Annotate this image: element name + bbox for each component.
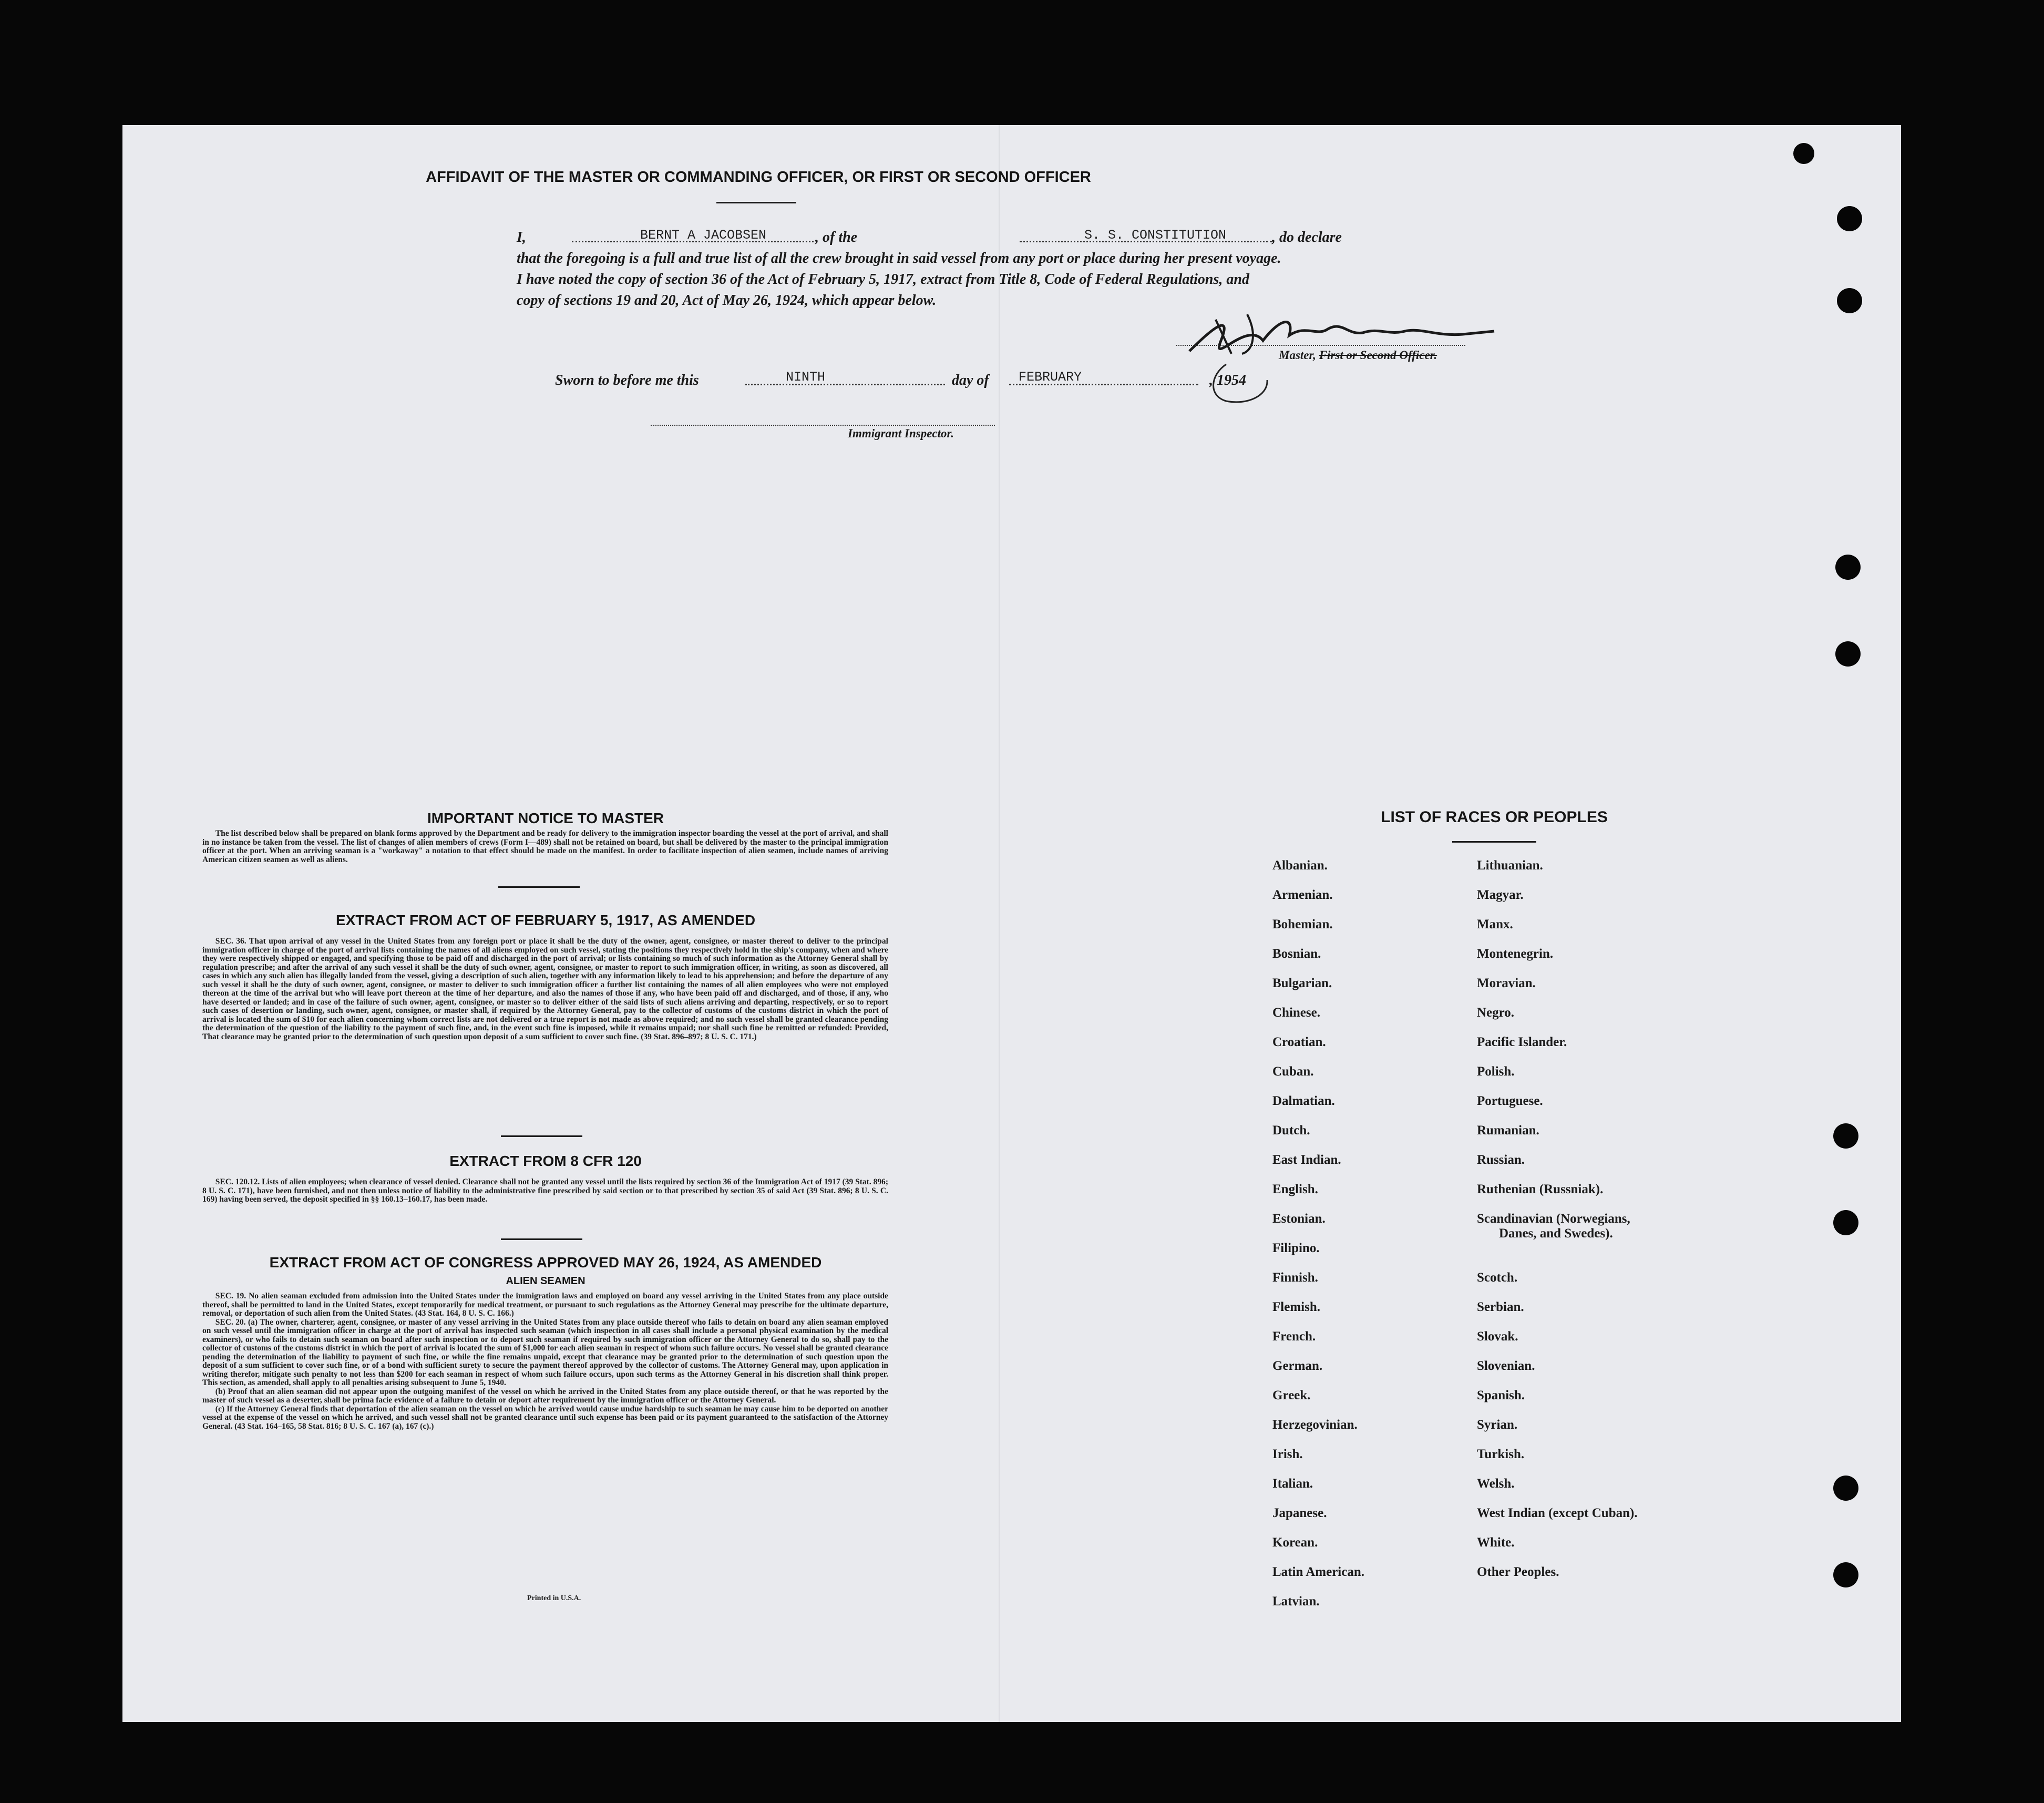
race-right-item: Danes, and Swedes). [1499,1226,1613,1241]
affidavit-line-4: copy of sections 19 and 20, Act of May 26, 1924, which appear below. [517,292,937,309]
race-right-item: Scotch. [1477,1271,1518,1285]
master-label: Master, [1279,349,1316,362]
race-left-item: Bulgarian. [1272,976,1332,990]
binding-hole [1793,143,1814,164]
binding-hole [1833,1210,1858,1235]
section-19-paragraph: SEC. 19. No alien seaman excluded from admission into the United States under the immigration laws and employed on board any vessel arriving in the United States from any place outside thereof, shall be permitted to land in the United States, except temporarily for medical treatment, or pursuant to such regulations as the Attorney General may prescribe for the ultimate departure, removal, or deportation of such alien from the United States. (43 Stat. 164, 8 U. S. C. 166.) [202,1292,888,1318]
race-left-item: Irish. [1272,1447,1303,1461]
race-right-item: Serbian. [1477,1300,1524,1314]
race-left-item: French. [1272,1329,1316,1344]
section-120-12-paragraph: SEC. 120.12. Lists of alien employees; when clearance of vessel denied. Clearance shall not be granted any vessel until the lists required by section 36 of the Immigration Act of 1917 (39 Stat. 896; 8 U. S. C. 171), have been furnished, and not then unless notice of liability to the administrative fine prescribed by said section or to that prescribed by section 35 of said Act (39 Stat. 896; 8 U. S. C. 169) having been served, the deposit specified in §§ 160.13–160.17, has been made. [202,1177,888,1204]
affidavit-i-label: I, [517,229,526,245]
struck-officer-label: First or Second Officer. [1319,349,1437,362]
race-left-item: Flemish. [1272,1300,1320,1314]
race-right-item: Rumanian. [1477,1123,1539,1138]
race-right-item: Polish. [1477,1064,1515,1079]
race-right-item: Scandinavian (Norwegians, [1477,1212,1630,1226]
race-right-item: Magyar. [1477,888,1524,902]
year-digit: 4 [1239,372,1246,388]
race-right-item: Russian. [1477,1153,1525,1167]
extract-cfr-rule [501,1238,582,1240]
binding-hole [1837,288,1862,313]
race-left-item: Dalmatian. [1272,1094,1335,1108]
binding-hole [1833,1476,1858,1501]
race-left-item: Japanese. [1272,1506,1327,1520]
race-right-item: Turkish. [1477,1447,1525,1461]
race-right-item: Manx. [1477,917,1513,931]
race-left-item: Chinese. [1272,1006,1320,1020]
notice-rule [498,886,580,888]
binding-hole [1835,555,1861,580]
race-right-item: Slovak. [1477,1329,1518,1344]
notice-title: IMPORTANT NOTICE TO MASTER [427,810,664,826]
race-left-item: Latvian. [1272,1594,1320,1609]
page-fold [999,125,1000,1722]
notice-paragraph: The list described below shall be prepared on blank forms approved by the Department and be ready for delivery to the immigration inspector boarding the vessel at the port of arrival, and shall in no instance be taken from the vessel. The list of changes of alien members of crews (Form I—489) shall not be retained on board, but shall be delivered by the master to the principal immigration officer at the port. When an arriving seaman is a "workaway" a notation to that effect should be made on the manifest. In order to facilitate inspection of alien seamen, include names of arriving American citizen seamen as well as aliens. [202,829,888,864]
extract-cfr-text [202,1178,888,1204]
notice-text [202,829,888,864]
day-of-label: day of [952,372,989,388]
race-right-item: Syrian. [1477,1418,1518,1432]
race-right-item: Moravian. [1477,976,1536,990]
section-20c-paragraph: (c) If the Attorney General finds that deportation of the alien seaman on the vessel on which he arrived would cause undue hardship to such seaman he may cause him to be deported on another vessel at the expense of the vessel on which he arrived, and such vessel shall not be granted clearance until such expense has been paid or its payment guaranteed to the satisfaction of the Attorney General. (43 Stat. 164–165, 58 Stat. 816; 8 U. S. C. 167 (a), 167 (c).) [202,1404,888,1431]
race-left-item: Filipino. [1272,1241,1320,1255]
section-20b-paragraph: (b) Proof that an alien seaman did not appear upon the outgoing manifest of the vessel on which he arrived in the United States from any place outside thereof, or that he was reported by the master of such vessel as a deserter, shall be prima facie evidence of a failure to detain or deport after requirement by the immigration officer or the Attorney General. [202,1387,888,1405]
affidavit-line-2: that the foregoing is a full and true list of all the crew brought in said vessel from any port or place during her present voyage. [517,250,1281,267]
of-the-label: , of the [815,229,858,245]
binding-hole [1833,1123,1858,1149]
race-right-item: Welsh. [1477,1477,1515,1491]
binding-hole [1837,206,1862,231]
master-name: BERNT A JACOBSEN [640,228,767,243]
sworn-month: FEBRUARY [1019,370,1082,385]
year-prefix: , 195 [1209,372,1239,388]
race-right-item: Montenegrin. [1477,947,1554,961]
extract-1917-text [202,937,888,1041]
race-right-item: Lithuanian. [1477,858,1543,873]
race-left-item: German. [1272,1359,1323,1373]
race-left-item: Herzegovinian. [1272,1418,1358,1432]
sworn-day: NINTH [786,370,826,385]
day-dotted-line [745,384,945,385]
extract-1917-rule [501,1135,582,1137]
alien-seamen-subtitle: ALIEN SEAMEN [506,1275,586,1287]
race-right-item: Portuguese. [1477,1094,1543,1108]
race-right-item: White. [1477,1535,1515,1550]
race-left-item: Greek. [1272,1388,1311,1402]
inspector-label: Immigrant Inspector. [848,427,954,440]
race-right-item: Other Peoples. [1477,1565,1559,1579]
race-left-item: Finnish. [1272,1271,1318,1285]
title-rule [716,202,796,203]
extract-1924-title: EXTRACT FROM ACT OF CONGRESS APPROVED MAY 26, 1924, AS AMENDED [269,1254,822,1271]
race-left-item: Italian. [1272,1477,1313,1491]
race-right-item: Ruthenian (Russniak). [1477,1182,1604,1196]
race-left-item: Bosnian. [1272,947,1321,961]
extract-1924-text [202,1292,888,1431]
race-right-item: Slovenian. [1477,1359,1535,1373]
race-left-item: Albanian. [1272,858,1328,873]
signature-dotted-line [1176,345,1465,346]
inspector-dotted-line [651,425,995,426]
affidavit-title: AFFIDAVIT OF THE MASTER OR COMMANDING OFFICER, OR FIRST OR SECOND OFFICER [426,169,1091,186]
sworn-label: Sworn to before me this [555,372,699,388]
race-left-item: Dutch. [1272,1123,1310,1138]
races-title: LIST OF RACES OR PEOPLES [1381,808,1608,826]
year-circle-mark [1205,359,1284,406]
race-left-item: East Indian. [1272,1153,1341,1167]
extract-cfr-title: EXTRACT FROM 8 CFR 120 [449,1153,642,1169]
race-left-item: Croatian. [1272,1035,1326,1049]
extract-1917-title: EXTRACT FROM ACT OF FEBRUARY 5, 1917, AS AMENDED [335,912,756,928]
binding-hole [1835,641,1861,667]
affidavit-line-3: I have noted the copy of section 36 of the Act of February 5, 1917, extract from Title 8, Code of Federal Regulations, and [517,271,1249,288]
section-20a-paragraph: SEC. 20. (a) The owner, charterer, agent, consignee, or master of any vessel arriving in the United States from any place outside thereof who fails to detain on board any alien seaman employed on such vessel until the immigration officer in charge at the port of arrival has inspected such seaman (which inspection in all cases shall include a personal physical examination by the medical examiners), or who fails to detain such seaman on board after such inspection or to deport such seaman if required by such immigration officer or the Attorney General to do so, shall pay to the collector of customs of the customs district in which the port of arrival is located the sum of $1,000 for each alien seaman in respect of whom such failure occurs. No vessel shall be granted clearance pending the determination of the liability to payment of such fine, or while the fine remains unpaid, except that clearance may be granted prior to the determination of such question upon the deposit of a sum sufficient to cover such fine, or of a bond with sufficient surety to secure the payment thereof approved by the collector of customs. The Attorney General may, upon application in writing therefor, mitigate such penalty to not less than $200 for each seaman in respect of whom such failure occurs, upon such terms as the Attorney General in his discretion shall think proper. This section, as amended, shall apply to all penalties arising subsequent to June 5, 1940. [202,1317,888,1387]
section-36-paragraph: SEC. 36. That upon arrival of any vessel in the United States from any foreign port or place it shall be the duty of the owner, agent, consignee, or master thereof to deliver to the principal immigration officer in charge of the port of arrival lists containing the names of all aliens employed on such vessel, stating the positions they respectively hold in the ship's company, when and where they were respectively shipped or engaged, and specifying those to be paid off and discharged in the port of arrival; or lists containing so much of such information as the Attorney General shall by regulation prescribe; and after the arrival of any such vessel it shall be the duty of such owner, agent, consignee, or master to report to such immigration officer, in writing, as soon as discovered, all cases in which any such alien has illegally landed from the vessel, giving a description of such alien, together with any information likely to lead to his apprehension; and before the departure of any such vessel it shall be the duty of such owner, agent, consignee, or master to deliver to such immigration officer a further list containing the names of all alien employees who were not employed thereon at the time of the arrival but who will leave port thereon at the time of her departure, and also the names of those if any, who have been paid off and discharged, and of those, if any, who have deserted or landed; and in case of the failure of such owner, agent, consignee, or master so to deliver either of the said lists of such aliens arriving and departing, respectively, or so to report such cases of desertion or landing, such owner, agent, consignee, or master shall, if required by the Attorney General, pay to the collector of customs of the customs district in which the port of arrival is located the sum of $10 for each alien concerning whom correct lists are not delivered or a true report is not made as above required; and no such vessel shall be granted clearance pending the determination of the question of the liability to the payment of such fine, and, in the event such fine is imposed, while it remains unpaid; nor shall such fine be remitted or refunded: Provided, That clearance may be granted prior to the determination of such question upon deposit of a sum sufficient to cover such fine. (39 Stat. 896–897; 8 U. S. C. 171.) [202,937,888,1041]
race-left-item: Estonian. [1272,1212,1326,1226]
master-title-label [1279,349,1437,362]
vessel-name: S. S. CONSTITUTION [1084,228,1227,243]
race-left-item: Bohemian. [1272,917,1333,931]
binding-hole [1833,1562,1858,1587]
race-left-item: Armenian. [1272,888,1333,902]
races-rule [1452,841,1536,843]
manifest-page [122,125,1901,1722]
race-left-item: Korean. [1272,1535,1318,1550]
race-left-item: English. [1272,1182,1318,1196]
race-right-item: Pacific Islander. [1477,1035,1567,1049]
race-left-item: Latin American. [1272,1565,1364,1579]
printed-in-usa: Printed in U.S.A. [527,1594,581,1602]
race-left-item: Cuban. [1272,1064,1314,1079]
race-right-item: Spanish. [1477,1388,1525,1402]
race-right-item: West Indian (except Cuban). [1477,1506,1638,1520]
race-right-item: Negro. [1477,1006,1515,1020]
do-declare-label: , do declare [1272,229,1342,245]
